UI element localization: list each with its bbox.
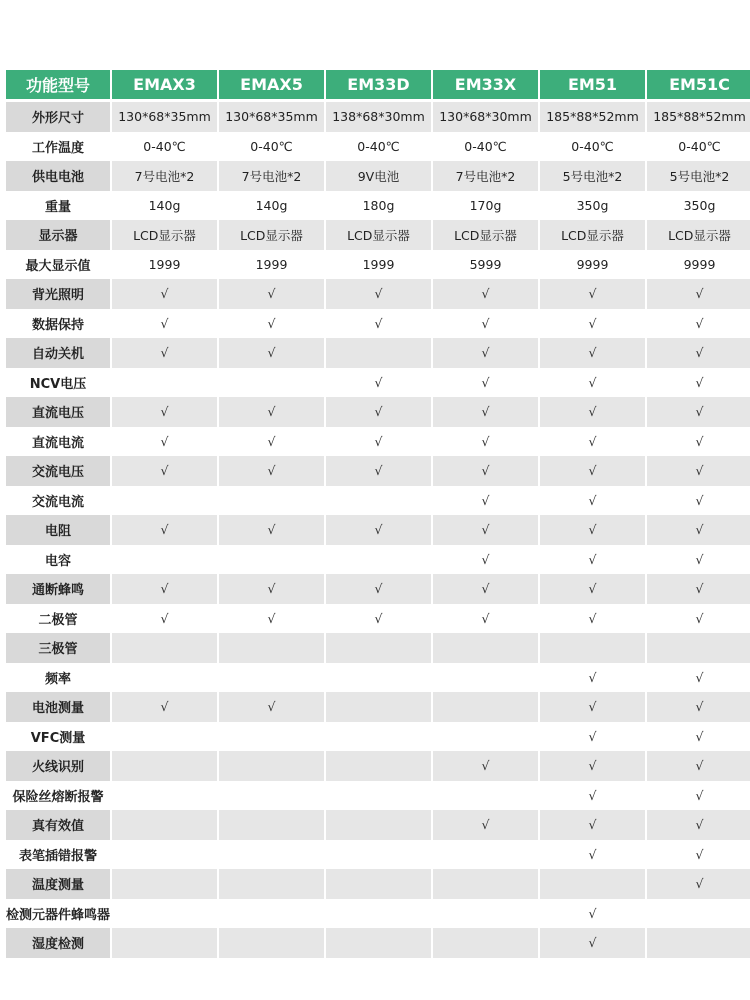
check-mark-cell: √ xyxy=(433,810,538,840)
table-row xyxy=(6,928,750,958)
header-cell-model: EM33D xyxy=(326,70,431,102)
row-label: 保险丝熔断报警 xyxy=(6,781,110,811)
value-cell xyxy=(112,751,217,781)
table-row xyxy=(6,220,750,250)
row-label: 电池测量 xyxy=(6,692,110,722)
check-mark-cell: √ xyxy=(326,456,431,486)
row-label: 工作温度 xyxy=(6,132,110,162)
table-row xyxy=(6,810,750,840)
table-row xyxy=(6,250,750,280)
check-mark-cell: √ xyxy=(326,574,431,604)
check-mark-cell: √ xyxy=(112,456,217,486)
header-cell-model: EMAX5 xyxy=(219,70,324,102)
value-cell xyxy=(219,368,324,398)
table-row xyxy=(6,840,750,870)
row-label: 湿度检测 xyxy=(6,928,110,958)
value-cell: 0-40℃ xyxy=(540,132,645,162)
check-mark-cell: √ xyxy=(433,338,538,368)
check-mark-cell: √ xyxy=(219,279,324,309)
value-cell: 185*88*52mm xyxy=(647,102,750,132)
check-mark-cell: √ xyxy=(540,486,645,516)
table-row xyxy=(6,633,750,663)
value-cell xyxy=(219,751,324,781)
check-mark-cell: √ xyxy=(647,486,750,516)
check-mark-cell: √ xyxy=(433,456,538,486)
check-mark-cell: √ xyxy=(647,663,750,693)
check-mark-cell: √ xyxy=(647,545,750,575)
check-mark-cell: √ xyxy=(540,781,645,811)
header-cell-model: EM33X xyxy=(433,70,538,102)
check-mark-cell: √ xyxy=(540,810,645,840)
check-mark-cell: √ xyxy=(540,840,645,870)
table-row xyxy=(6,515,750,545)
check-mark-cell: √ xyxy=(540,722,645,752)
row-label: 重量 xyxy=(6,191,110,221)
value-cell: 170g xyxy=(433,191,538,221)
table-row xyxy=(6,604,750,634)
value-cell: 180g xyxy=(326,191,431,221)
check-mark-cell: √ xyxy=(326,604,431,634)
check-mark-cell: √ xyxy=(540,456,645,486)
value-cell: 130*68*30mm xyxy=(433,102,538,132)
check-mark-cell: √ xyxy=(112,604,217,634)
check-mark-cell: √ xyxy=(112,427,217,457)
value-cell xyxy=(326,928,431,958)
table-row xyxy=(6,279,750,309)
check-mark-cell: √ xyxy=(112,692,217,722)
check-mark-cell: √ xyxy=(647,279,750,309)
check-mark-cell: √ xyxy=(540,574,645,604)
value-cell: 7号电池*2 xyxy=(433,161,538,191)
table-row xyxy=(6,781,750,811)
check-mark-cell: √ xyxy=(647,840,750,870)
check-mark-cell: √ xyxy=(326,309,431,339)
check-mark-cell: √ xyxy=(433,574,538,604)
value-cell xyxy=(647,928,750,958)
value-cell xyxy=(326,338,431,368)
check-mark-cell: √ xyxy=(219,574,324,604)
row-label: 最大显示值 xyxy=(6,250,110,280)
value-cell xyxy=(112,545,217,575)
check-mark-cell: √ xyxy=(112,397,217,427)
value-cell: 138*68*30mm xyxy=(326,102,431,132)
check-mark-cell: √ xyxy=(540,515,645,545)
value-cell: 5999 xyxy=(433,250,538,280)
value-cell xyxy=(433,722,538,752)
value-cell: 350g xyxy=(647,191,750,221)
check-mark-cell: √ xyxy=(647,692,750,722)
value-cell xyxy=(219,545,324,575)
table-row xyxy=(6,132,750,162)
value-cell xyxy=(326,545,431,575)
check-mark-cell: √ xyxy=(647,751,750,781)
value-cell: 1999 xyxy=(326,250,431,280)
value-cell xyxy=(326,692,431,722)
value-cell xyxy=(326,486,431,516)
check-mark-cell: √ xyxy=(219,309,324,339)
table-body xyxy=(6,102,750,958)
value-cell: 7号电池*2 xyxy=(112,161,217,191)
check-mark-cell: √ xyxy=(540,604,645,634)
check-mark-cell: √ xyxy=(326,279,431,309)
check-mark-cell: √ xyxy=(647,574,750,604)
check-mark-cell: √ xyxy=(433,397,538,427)
table-row xyxy=(6,869,750,899)
table-row xyxy=(6,574,750,604)
value-cell: 140g xyxy=(112,191,217,221)
value-cell xyxy=(219,722,324,752)
value-cell xyxy=(219,486,324,516)
value-cell: 0-40℃ xyxy=(112,132,217,162)
check-mark-cell: √ xyxy=(647,397,750,427)
value-cell xyxy=(112,633,217,663)
row-label: 外形尺寸 xyxy=(6,102,110,132)
value-cell xyxy=(326,899,431,929)
row-label: 表笔插错报警 xyxy=(6,840,110,870)
row-label: 直流电流 xyxy=(6,427,110,457)
value-cell xyxy=(540,633,645,663)
table-row xyxy=(6,102,750,132)
value-cell xyxy=(219,928,324,958)
check-mark-cell: √ xyxy=(326,368,431,398)
header-row xyxy=(6,70,750,102)
check-mark-cell: √ xyxy=(326,515,431,545)
table-row xyxy=(6,751,750,781)
header-cell-model: EM51C xyxy=(647,70,750,102)
check-mark-cell: √ xyxy=(540,928,645,958)
value-cell: LCD显示器 xyxy=(540,220,645,250)
row-label: 交流电流 xyxy=(6,486,110,516)
value-cell: 9999 xyxy=(647,250,750,280)
value-cell xyxy=(647,899,750,929)
check-mark-cell: √ xyxy=(647,810,750,840)
table-row xyxy=(6,456,750,486)
value-cell xyxy=(326,751,431,781)
check-mark-cell: √ xyxy=(219,397,324,427)
row-label: 背光照明 xyxy=(6,279,110,309)
check-mark-cell: √ xyxy=(647,427,750,457)
check-mark-cell: √ xyxy=(647,456,750,486)
value-cell xyxy=(433,663,538,693)
value-cell xyxy=(219,840,324,870)
check-mark-cell: √ xyxy=(433,751,538,781)
check-mark-cell: √ xyxy=(433,368,538,398)
value-cell: LCD显示器 xyxy=(219,220,324,250)
table-row xyxy=(6,545,750,575)
check-mark-cell: √ xyxy=(540,663,645,693)
check-mark-cell: √ xyxy=(647,338,750,368)
value-cell xyxy=(433,781,538,811)
row-label: 电容 xyxy=(6,545,110,575)
row-label: 三极管 xyxy=(6,633,110,663)
row-label: 温度测量 xyxy=(6,869,110,899)
spec-comparison-table xyxy=(4,70,750,958)
value-cell xyxy=(112,810,217,840)
check-mark-cell: √ xyxy=(540,427,645,457)
check-mark-cell: √ xyxy=(433,309,538,339)
value-cell xyxy=(112,368,217,398)
value-cell xyxy=(219,663,324,693)
value-cell: 350g xyxy=(540,191,645,221)
check-mark-cell: √ xyxy=(647,515,750,545)
table-row xyxy=(6,368,750,398)
value-cell xyxy=(326,633,431,663)
value-cell xyxy=(433,633,538,663)
check-mark-cell: √ xyxy=(647,368,750,398)
value-cell: 1999 xyxy=(219,250,324,280)
check-mark-cell: √ xyxy=(540,368,645,398)
check-mark-cell: √ xyxy=(433,604,538,634)
row-label: 数据保持 xyxy=(6,309,110,339)
check-mark-cell: √ xyxy=(647,781,750,811)
value-cell: 7号电池*2 xyxy=(219,161,324,191)
table-row xyxy=(6,161,750,191)
check-mark-cell: √ xyxy=(540,692,645,722)
value-cell xyxy=(112,722,217,752)
value-cell: LCD显示器 xyxy=(326,220,431,250)
value-cell: 9V电池 xyxy=(326,161,431,191)
value-cell: 5号电池*2 xyxy=(647,161,750,191)
check-mark-cell: √ xyxy=(433,279,538,309)
row-label: NCV电压 xyxy=(6,368,110,398)
check-mark-cell: √ xyxy=(540,338,645,368)
value-cell: 0-40℃ xyxy=(219,132,324,162)
table-row xyxy=(6,663,750,693)
value-cell: 0-40℃ xyxy=(326,132,431,162)
check-mark-cell: √ xyxy=(112,515,217,545)
value-cell: 0-40℃ xyxy=(433,132,538,162)
table-row xyxy=(6,309,750,339)
check-mark-cell: √ xyxy=(112,279,217,309)
table-row xyxy=(6,338,750,368)
value-cell: 9999 xyxy=(540,250,645,280)
check-mark-cell: √ xyxy=(112,338,217,368)
value-cell xyxy=(433,899,538,929)
value-cell xyxy=(433,928,538,958)
check-mark-cell: √ xyxy=(219,427,324,457)
header-cell-feature: 功能型号 xyxy=(6,70,110,102)
row-label: 交流电压 xyxy=(6,456,110,486)
value-cell: LCD显示器 xyxy=(112,220,217,250)
table-row xyxy=(6,722,750,752)
value-cell xyxy=(326,840,431,870)
value-cell xyxy=(540,869,645,899)
value-cell xyxy=(326,810,431,840)
row-label: VFC测量 xyxy=(6,722,110,752)
table-row xyxy=(6,899,750,929)
check-mark-cell: √ xyxy=(219,515,324,545)
table-row xyxy=(6,397,750,427)
check-mark-cell: √ xyxy=(540,309,645,339)
check-mark-cell: √ xyxy=(540,899,645,929)
row-label: 火线识别 xyxy=(6,751,110,781)
check-mark-cell: √ xyxy=(647,309,750,339)
value-cell xyxy=(112,840,217,870)
value-cell xyxy=(219,781,324,811)
value-cell xyxy=(219,869,324,899)
header-cell-model: EMAX3 xyxy=(112,70,217,102)
value-cell xyxy=(219,810,324,840)
value-cell: 0-40℃ xyxy=(647,132,750,162)
value-cell: 130*68*35mm xyxy=(219,102,324,132)
value-cell xyxy=(433,869,538,899)
value-cell xyxy=(433,692,538,722)
check-mark-cell: √ xyxy=(433,486,538,516)
check-mark-cell: √ xyxy=(219,456,324,486)
check-mark-cell: √ xyxy=(326,427,431,457)
check-mark-cell: √ xyxy=(219,604,324,634)
value-cell xyxy=(112,781,217,811)
value-cell xyxy=(326,722,431,752)
row-label: 频率 xyxy=(6,663,110,693)
check-mark-cell: √ xyxy=(540,397,645,427)
value-cell xyxy=(219,633,324,663)
check-mark-cell: √ xyxy=(540,751,645,781)
check-mark-cell: √ xyxy=(540,279,645,309)
value-cell xyxy=(112,663,217,693)
row-label: 电阻 xyxy=(6,515,110,545)
value-cell: 1999 xyxy=(112,250,217,280)
check-mark-cell: √ xyxy=(540,545,645,575)
table-row xyxy=(6,692,750,722)
table-row xyxy=(6,191,750,221)
value-cell: LCD显示器 xyxy=(647,220,750,250)
row-label: 检测元器件蜂鸣器 xyxy=(6,899,110,929)
value-cell xyxy=(326,781,431,811)
check-mark-cell: √ xyxy=(112,574,217,604)
check-mark-cell: √ xyxy=(433,427,538,457)
value-cell: 185*88*52mm xyxy=(540,102,645,132)
table-row xyxy=(6,427,750,457)
check-mark-cell: √ xyxy=(326,397,431,427)
value-cell: 140g xyxy=(219,191,324,221)
row-label: 直流电压 xyxy=(6,397,110,427)
check-mark-cell: √ xyxy=(433,545,538,575)
header-cell-model: EM51 xyxy=(540,70,645,102)
value-cell xyxy=(112,928,217,958)
value-cell xyxy=(219,899,324,929)
row-label: 自动关机 xyxy=(6,338,110,368)
value-cell xyxy=(647,633,750,663)
row-label: 供电电池 xyxy=(6,161,110,191)
check-mark-cell: √ xyxy=(219,338,324,368)
value-cell xyxy=(112,899,217,929)
value-cell xyxy=(326,663,431,693)
value-cell: 130*68*35mm xyxy=(112,102,217,132)
row-label: 通断蜂鸣 xyxy=(6,574,110,604)
value-cell: LCD显示器 xyxy=(433,220,538,250)
check-mark-cell: √ xyxy=(112,309,217,339)
check-mark-cell: √ xyxy=(647,722,750,752)
value-cell: 5号电池*2 xyxy=(540,161,645,191)
value-cell xyxy=(326,869,431,899)
check-mark-cell: √ xyxy=(219,692,324,722)
row-label: 二极管 xyxy=(6,604,110,634)
check-mark-cell: √ xyxy=(647,869,750,899)
value-cell xyxy=(112,869,217,899)
value-cell xyxy=(433,840,538,870)
row-label: 真有效值 xyxy=(6,810,110,840)
check-mark-cell: √ xyxy=(647,604,750,634)
value-cell xyxy=(112,486,217,516)
table-row xyxy=(6,486,750,516)
check-mark-cell: √ xyxy=(433,515,538,545)
row-label: 显示器 xyxy=(6,220,110,250)
